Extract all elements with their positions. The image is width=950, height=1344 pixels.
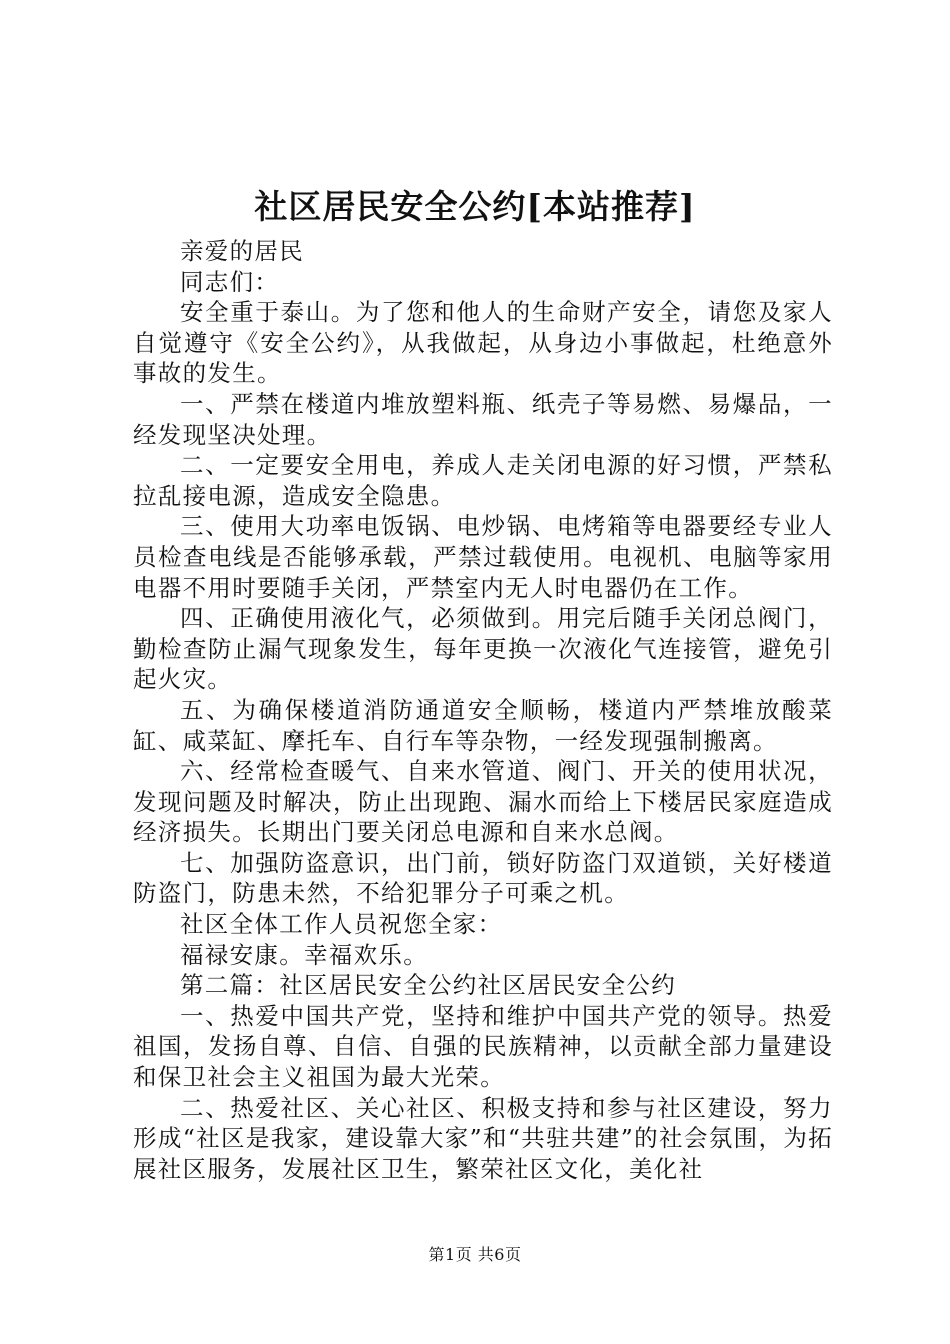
rule-7-paragraph: 七、加强防盗意识，出门前，锁好防盗门双道锁，关好楼道防盗门，防患未然，不给犯罪分子可乘之机。 (133, 848, 833, 908)
blessing-line: 福禄安康。幸福欢乐。 (180, 940, 428, 969)
rule-5-paragraph: 五、为确保楼道消防通道安全顺畅，楼道内严禁堆放酸菜缸、咸菜缸、摩托车、自行车等杂物，一经发现强制搬离。 (133, 695, 833, 755)
rule-3-paragraph: 三、使用大功率电饭锅、电炒锅、电烤箱等电器要经专业人员检查电线是否能够承载，严禁过载使用。电视机、电脑等家用电器不用时要随手关闭，严禁室内无人时电器仍在工作。 (133, 512, 833, 602)
greeting-line: 亲爱的居民 (180, 237, 304, 265)
page-title: 社区居民安全公约[本站推荐] (254, 187, 696, 226)
rule-1-paragraph: 一、严禁在楼道内堆放塑料瓶、纸壳子等易燃、易爆品，一经发现坚决处理。 (133, 389, 833, 449)
page-number-footer: 第1页 共6页 (428, 1245, 522, 1264)
rule-6-paragraph: 六、经常检查暖气、自来水管道、阀门、开关的使用状况，发现问题及时解决，防止出现跑、漏水而给上下楼居民家庭造成经济损失。长期出门要关闭总电源和自来水总阀。 (133, 757, 833, 847)
section-2-item-1: 一、热爱中国共产党，坚持和维护中国共产党的领导。热爱祖国，发扬自尊、自信、自强的民族精神，以贡献全部力量建设和保卫社会主义祖国为最大光荣。 (133, 1001, 833, 1092)
section-2-item-2: 二、热爱社区、关心社区、积极支持和参与社区建设，努力形成“社区是我家，建设靠大家”和“共驻共建”的社会氛围，为拓展社区服务，发展社区卫生，繁荣社区文化，美化社 (133, 1093, 833, 1183)
section-2-heading: 第二篇：社区居民安全公约社区居民安全公约 (180, 971, 676, 1000)
rule-4-paragraph: 四、正确使用液化气，必须做到。用完后随手关闭总阀门，勤检查防止漏气现象发生，每年更换一次液化气连接管，避免引起火灾。 (133, 604, 833, 694)
rule-2-paragraph: 二、一定要安全用电，养成人走关闭电源的好习惯，严禁私拉乱接电源，造成安全隐患。 (133, 451, 833, 510)
closing-line: 社区全体工作人员祝您全家： (180, 910, 503, 939)
intro-paragraph: 安全重于泰山。为了您和他人的生命财产安全，请您及家人自觉遵守《安全公约》，从我做起，从身边小事做起，杜绝意外事故的发生。 (133, 298, 833, 388)
salutation-line: 同志们： (180, 267, 280, 296)
document-body (133, 236, 833, 1184)
